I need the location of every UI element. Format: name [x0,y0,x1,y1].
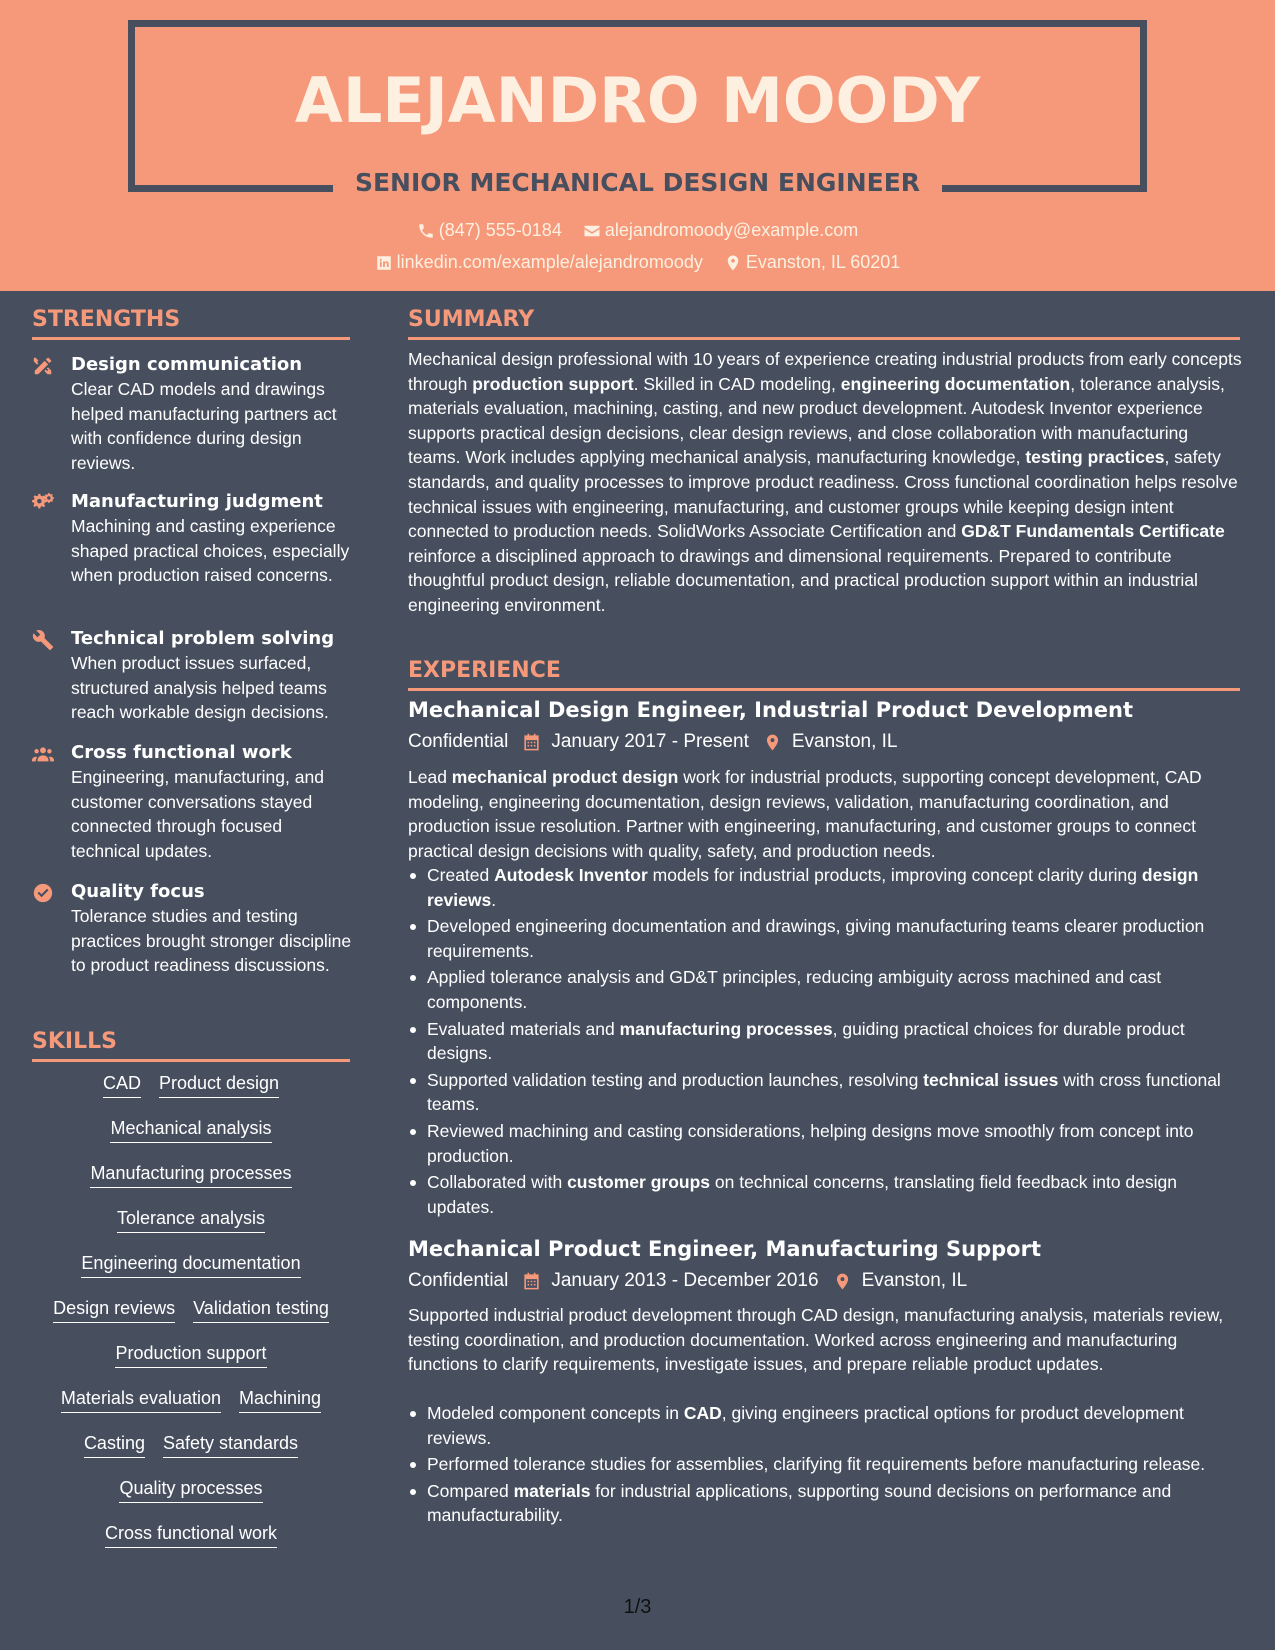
location-contact [724,252,900,273]
strength-item [32,353,352,475]
job-location: Evanston, IL [861,1270,968,1291]
bullet-text: , guiding practical choices for durable product designs. [427,1018,1185,1064]
skills-heading: SKILLS [32,1029,117,1054]
bullet-text: for industrial applications, supporting sound decisions on performance and manufacturability. [427,1480,1172,1526]
bullet-bold: CAD [683,1403,722,1423]
strength-item [32,741,352,863]
bullet-text: Applied tolerance analysis and GD&T principles, reducing ambiguity across machined and cast components. [427,967,1162,1012]
bullet-bold: technical issues [923,1069,1059,1090]
strength-item [32,490,352,588]
bullet-text: on technical concerns, translating field feedback into design updates. [427,1172,1177,1217]
bullet-item [408,1068,1243,1117]
bullet-text: Collaborated with [427,1172,568,1193]
bullet-text: Performed tolerance studies for assemblies, clarifying fit requirements before manufacturing release. [427,1454,1206,1475]
skill-row [32,1432,350,1477]
bullet-text: Modeled component concepts in [427,1403,684,1423]
skills-rule [32,1059,350,1062]
skill-tag: Validation testing [193,1297,329,1323]
skill-tag: CAD [103,1072,141,1098]
map-pin-icon [724,254,742,272]
skill-tag: Product design [159,1072,279,1098]
strength-title: Quality focus [71,881,205,902]
experience-rule [408,688,1240,691]
linkedin-contact[interactable] [375,252,703,273]
bullet-text: Developed engineering documentation and drawings, giving manufacturing teams clearer production requirements. [427,916,1205,961]
skill-tag: Production support [115,1342,266,1368]
phone-contact[interactable] [417,220,562,241]
bullet-item [408,1401,1243,1450]
strength-item [32,880,352,978]
summary-text: reinforce a disciplined approach to drawings and dimensional requirements. Prepared to contribute thoughtful product design, reliable documentation, and practical production support within an industrial engineering environment. [408,545,1198,615]
skill-tag: Mechanical analysis [110,1117,271,1143]
bullet-bold: materials [513,1480,591,1501]
job-company: Confidential [408,1270,509,1291]
bullet-text: Supported validation testing and production launches, resolving [427,1069,924,1090]
job-summary-text: Supported industrial product development through CAD design, manufacturing analysis, materials review, testing coordination, and production documentation. Worked across engineering and manufacturing functions to clarify requirements, investigate issues, and prepare reliable product updates. [408,1305,1224,1375]
strengths-rule [32,337,350,340]
bullet-text: Evaluated materials and [427,1018,620,1039]
skills-list [32,1072,350,1567]
bullet-text: models for industrial products, improving concept clarity during [647,865,1142,885]
job-summary [408,765,1243,863]
summary-text: Mechanical design professional with 10 years of experience creating industrial products from early concepts through [408,349,1242,394]
strengths-heading: STRENGTHS [32,307,181,332]
bullet-item [408,1479,1243,1528]
job-summary [408,1303,1243,1377]
skill-row [32,1252,350,1297]
bullet-item [408,863,1243,912]
gears-icon [32,492,54,514]
skill-tag: Machining [239,1387,321,1413]
job-summary-bold: mechanical product design [451,767,679,787]
summary-heading: SUMMARY [408,307,535,332]
email-contact[interactable] [583,220,858,241]
page-number: 1/3 [623,1596,652,1618]
skill-row [32,1162,350,1207]
strength-desc: Machining and casting experience shaped practical choices, especially when production raised concerns. [71,516,350,585]
strength-title: Manufacturing judgment [71,491,323,512]
candidate-name: ALEJANDRO MOODY [294,64,981,137]
check-circle-icon [32,882,54,904]
bullet-text: with cross functional teams. [427,1069,1221,1115]
skill-row [32,1522,350,1567]
skill-row [32,1207,350,1252]
summary-text: , tolerance analysis, materials evaluation, machining, casting, and new product development. Autodesk Inventor experience supports practical design decisions, clear design reviews, and close collaboration with manufacturing teams. Work includes applying mechanical analysis, manufacturing knowledge, [408,373,1225,468]
bullet-bold: design reviews [427,865,1199,910]
location-text: Evanston, IL 60201 [745,252,901,272]
skill-row [32,1387,350,1432]
job-company: Confidential [408,731,509,752]
skill-row [32,1297,350,1342]
job-bullets [408,1401,1243,1530]
bullet-text: , giving engineers practical options for product development reviews. [427,1403,1184,1448]
candidate-title: SENIOR MECHANICAL DESIGN ENGINEER [354,168,921,197]
skill-tag: Safety standards [163,1432,298,1458]
bullet-item [408,1452,1243,1477]
map-pin-icon [763,733,782,752]
contact-row-2 [0,252,1275,277]
job-title: Mechanical Product Engineer, Manufacturing Support [408,1237,1041,1261]
calendar-icon [522,733,541,752]
skill-row [32,1117,350,1162]
email-text: alejandromoody@example.com [604,220,859,240]
summary-bold: production support [472,373,634,394]
skill-tag: Manufacturing processes [90,1162,291,1188]
strength-title: Design communication [71,354,303,375]
contact-row-1 [0,220,1275,245]
summary-rule [408,337,1240,340]
experience-heading: EXPERIENCE [408,658,561,683]
summary-bold: testing practices [1025,447,1165,468]
header-band [0,0,1275,291]
strength-title: Cross functional work [71,742,292,763]
linkedin-text: linkedin.com/example/alejandromoody [396,252,703,272]
summary-text: . Skilled in CAD modeling, [633,373,841,394]
strength-desc: When product issues surfaced, structured analysis helped teams reach workable design decisions. [71,653,329,722]
strength-desc: Clear CAD models and drawings helped manufacturing partners act with confidence during design reviews. [71,379,337,473]
skill-tag: Casting [84,1432,145,1458]
bullet-item [408,1170,1243,1219]
summary-bold: GD&T Fundamentals Certificate [961,521,1225,542]
wrench-icon [32,629,54,651]
bullet-text: . [491,889,497,910]
bullet-item [408,965,1243,1014]
bullet-item [408,914,1243,963]
skill-tag: Tolerance analysis [117,1207,265,1233]
skill-tag: Materials evaluation [61,1387,221,1413]
bullet-bold: manufacturing processes [619,1018,833,1039]
map-pin-icon [833,1272,852,1291]
job-meta [408,1270,967,1292]
skill-tag: Engineering documentation [81,1252,300,1278]
bullet-bold: customer groups [567,1172,711,1193]
strength-desc: Engineering, manufacturing, and customer conversations stayed connected through focused technical updates. [71,767,324,861]
summary-text [408,347,1243,618]
bullet-text: Compared [427,1480,514,1501]
summary-text: , safety standards, and quality processes to improve product readiness. Cross functional coordination helps resolve technical issues with engineering, manufacturing, and customer groups while keeping design intent connected to production needs. SolidWorks Associate Certification and [408,447,1238,542]
job-dates: January 2013 - December 2016 [551,1270,819,1291]
job-summary-text: work for industrial products, supporting concept development, CAD modeling, engineering documentation, design reviews, validation, manufacturing coordination, and production issue resolution. Partner with engineering, manufacturing, and customer groups to connect practical design decisions with quality, safety, and production needs. [408,767,1202,861]
job-meta [408,731,897,753]
job-title: Mechanical Design Engineer, Industrial Product Development [408,698,1134,722]
job-bullets [408,863,1243,1221]
linkedin-icon [375,254,393,272]
envelope-icon [583,222,601,240]
header-frame-top [128,20,1147,27]
phone-icon [417,222,435,240]
users-icon [32,743,54,765]
job-dates: January 2017 - Present [551,731,749,752]
calendar-icon [522,1272,541,1291]
skill-tag: Quality processes [119,1477,262,1503]
bullet-text: Created [427,865,495,885]
strength-desc: Tolerance studies and testing practices brought stronger discipline to product readiness discussions. [71,906,352,975]
skill-row [32,1342,350,1387]
job-summary-text: Lead [408,767,452,787]
bullet-item [408,1017,1243,1066]
bullet-text: Reviewed machining and casting considerations, helping designs move smoothly from concept into production. [427,1120,1194,1166]
skill-row [32,1072,350,1117]
strength-item [32,627,352,725]
job-location: Evanston, IL [791,731,898,752]
strength-title: Technical problem solving [71,628,335,649]
phone-text: (847) 555-0184 [438,220,562,240]
bullet-item [408,1119,1243,1168]
skill-row [32,1477,350,1522]
skill-tag: Cross functional work [105,1522,277,1548]
bullet-bold: Autodesk Inventor [494,865,648,885]
skill-tag: Design reviews [53,1297,175,1323]
pencil-ruler-icon [32,355,54,377]
summary-bold: engineering documentation [840,373,1071,394]
